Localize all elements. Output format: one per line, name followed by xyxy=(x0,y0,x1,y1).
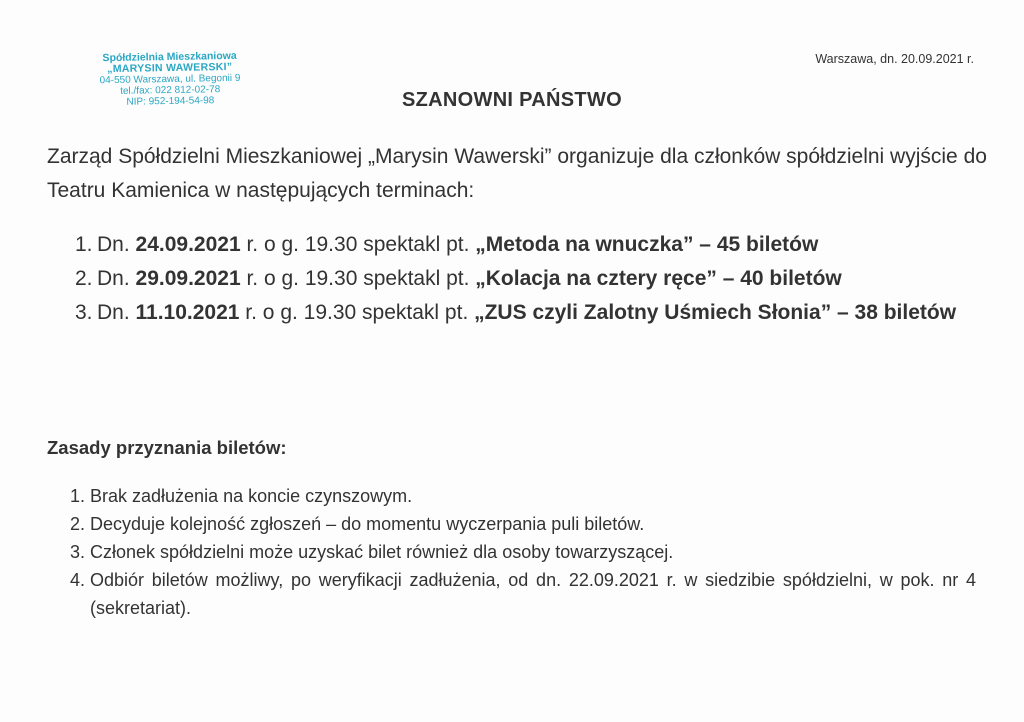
item-number: 4. xyxy=(70,570,86,590)
event-prefix: Dn. xyxy=(97,233,136,256)
item-number: 3. xyxy=(70,542,86,562)
event-prefix: Dn. xyxy=(97,301,136,324)
event-date: 29.09.2021 xyxy=(135,267,241,290)
document-date: Warszawa, dn. 20.09.2021 r. xyxy=(815,52,974,66)
event-details: r. o g. 19.30 spektakl pt. xyxy=(240,267,476,290)
list-item xyxy=(70,482,976,510)
list-item xyxy=(75,296,975,330)
page-title: SZANOWNI PAŃSTWO xyxy=(402,89,622,111)
events-list xyxy=(75,228,975,330)
event-title: „Metoda na wnuczka” – 45 biletów xyxy=(475,233,819,256)
event-details: r. o g. 19.30 spektakl pt. xyxy=(239,301,475,324)
item-number: 1. xyxy=(70,486,86,506)
intro-paragraph: Zarząd Spółdzielni Mieszkaniowej „Marysin Wawerski” organizuje dla członków spółdzielni wyjście do Teatru Kamienica w następujących terminach: xyxy=(47,145,987,202)
rules-heading: Zasady przyznania biletów: xyxy=(47,437,287,458)
stamp-line-2: „MARYSIN WAWERSKI” xyxy=(107,60,233,76)
stamp-line-5: NIP: 952-194-54-98 xyxy=(126,95,215,108)
item-number: 2. xyxy=(75,267,93,290)
rules-list xyxy=(70,482,976,622)
item-number: 1. xyxy=(75,233,93,256)
event-title: „ZUS czyli Zalotny Uśmiech Słonia” – 38 biletów xyxy=(474,301,957,324)
stamp-line-3: 04-550 Warszawa, ul. Begonii 9 xyxy=(99,72,241,87)
list-item xyxy=(70,510,976,538)
event-date: 24.09.2021 xyxy=(135,233,241,256)
stamp-line-1: Spółdzielnia Mieszkaniowa xyxy=(102,49,237,65)
rule-text: Decyduje kolejność zgłoszeń – do momentu wyczerpania puli biletów. xyxy=(90,514,645,534)
rule-text: Członek spółdzielni może uzyskać bilet również dla osoby towarzyszącej. xyxy=(90,542,674,562)
event-prefix: Dn. xyxy=(97,267,136,290)
item-number: 2. xyxy=(70,514,86,534)
item-number: 3. xyxy=(75,301,93,324)
event-title: „Kolacja na cztery ręce” – 40 biletów xyxy=(475,267,842,290)
rule-text: Odbiór biletów możliwy, po weryfikacji zadłużenia, od dn. 22.09.2021 r. w siedzibie spółdzielni, w pok. nr 4 (sekretariat). xyxy=(90,570,976,618)
stamp-line-4: tel./fax: 022 812-02-78 xyxy=(120,84,221,97)
list-item xyxy=(75,262,975,296)
list-item xyxy=(70,566,976,622)
event-date: 11.10.2021 xyxy=(135,301,240,324)
list-item xyxy=(70,538,976,566)
event-details: r. o g. 19.30 spektakl pt. xyxy=(240,233,476,256)
rule-text: Brak zadłużenia na koncie czynszowym. xyxy=(90,486,413,506)
list-item xyxy=(75,228,975,262)
